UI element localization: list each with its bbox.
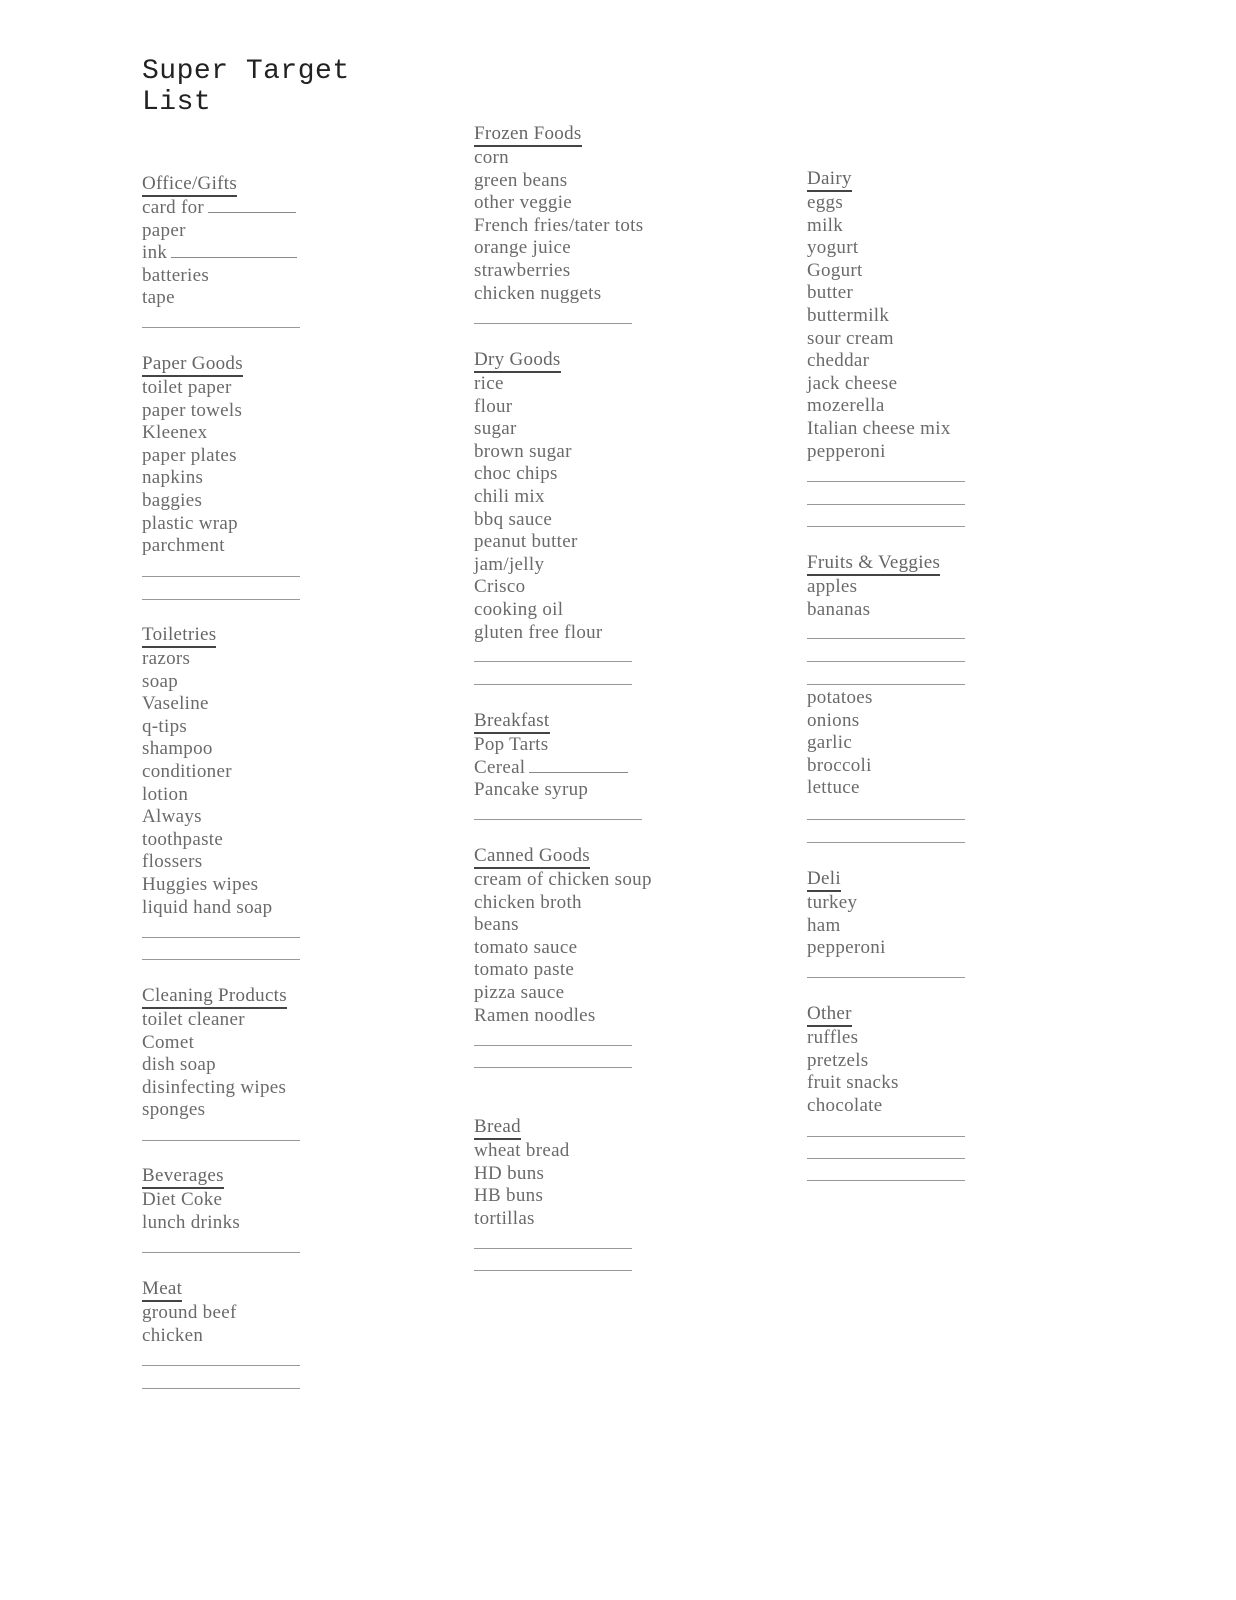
blank-line[interactable] (807, 526, 965, 527)
list-item: HB buns (474, 1185, 544, 1207)
blank-line[interactable] (142, 959, 300, 960)
list-item: Vaseline (142, 693, 209, 715)
list-item: dish soap (142, 1054, 216, 1076)
section-dry-goods (474, 349, 774, 644)
list-item: Cereal (474, 757, 774, 780)
section-heading: Deli (807, 868, 841, 892)
list-item: onions (807, 709, 860, 731)
list-item: cooking oil (474, 598, 564, 620)
section-heading: Bread (474, 1116, 521, 1140)
list-item: q-tips (142, 715, 188, 737)
list-item: jam/jelly (474, 553, 545, 575)
list-item: buttermilk (807, 304, 890, 326)
list-item: rice (474, 373, 504, 394)
list-item: chicken nuggets (474, 282, 602, 304)
list-item: cheddar (807, 350, 870, 372)
list-item: lettuce (807, 777, 860, 799)
list-item: cream of chicken soup (474, 869, 652, 890)
blank-line[interactable] (142, 327, 300, 328)
list-item: wheat bread (474, 1140, 570, 1161)
list-item: fruit snacks (807, 1072, 899, 1094)
section-deli (807, 868, 1107, 960)
blank-line[interactable] (807, 504, 965, 505)
blank-line[interactable] (474, 1045, 632, 1046)
list-item: brown sugar (474, 440, 572, 462)
list-item: sour cream (807, 327, 894, 349)
list-item: pizza sauce (474, 981, 565, 1003)
list-item: Crisco (474, 576, 526, 598)
section-heading: Paper Goods (142, 353, 243, 377)
list-item: disinfecting wipes (142, 1076, 287, 1098)
list-item: ruffles (807, 1027, 859, 1048)
list-item: bbq sauce (474, 508, 553, 530)
list-item: plastic wrap (142, 512, 238, 534)
section-heading: Dairy (807, 168, 852, 192)
section-heading: Beverages (142, 1165, 224, 1189)
section-heading: Breakfast (474, 710, 550, 734)
list-item: bananas (807, 598, 871, 620)
section-breakfast (474, 710, 774, 802)
list-item: conditioner (142, 760, 232, 782)
list-item: eggs (807, 192, 844, 213)
list-item: parchment (142, 535, 225, 557)
blank-line[interactable] (807, 481, 965, 482)
blank-line[interactable] (807, 638, 965, 639)
title-line-2: List (142, 87, 212, 118)
blank-line[interactable] (807, 661, 965, 662)
list-item: broccoli (807, 754, 872, 776)
write-in-blank[interactable] (171, 243, 297, 258)
list-item: tape (142, 287, 175, 309)
list-item: card for (142, 197, 442, 220)
section-meat (142, 1278, 442, 1347)
section-heading: Dry Goods (474, 349, 561, 373)
list-item: mozerella (807, 395, 885, 417)
list-item: tomato sauce (474, 936, 578, 958)
list-item: potatoes (807, 687, 873, 708)
list-item: Ramen noodles (474, 1004, 596, 1026)
list-item: French fries/tater tots (474, 214, 644, 236)
section-heading: Office/Gifts (142, 173, 237, 197)
list-item: chicken (142, 1324, 204, 1346)
list-item: soap (142, 670, 179, 692)
title-line-1: Super Target (142, 56, 350, 87)
list-item: ground beef (142, 1302, 237, 1323)
page-title (142, 56, 350, 118)
section-canned-goods (474, 845, 774, 1027)
section-heading: Cleaning Products (142, 985, 287, 1009)
list-item: napkins (142, 467, 204, 489)
list-item: green beans (474, 169, 568, 191)
list-item: other veggie (474, 192, 573, 214)
blank-line[interactable] (474, 1270, 632, 1271)
list-item: batteries (142, 264, 210, 286)
section-vegetables (807, 687, 1107, 800)
list-item: flossers (142, 851, 203, 873)
list-item: tomato paste (474, 959, 575, 981)
blank-line[interactable] (807, 1180, 965, 1181)
blank-line[interactable] (474, 819, 642, 820)
section-bread (474, 1116, 774, 1230)
list-item: shampoo (142, 738, 213, 760)
list-item: pretzels (807, 1049, 869, 1071)
list-item: milk (807, 214, 844, 236)
list-item: Gogurt (807, 259, 863, 281)
list-item: turkey (807, 892, 858, 913)
list-item: garlic (807, 732, 853, 754)
blank-line[interactable] (807, 819, 965, 820)
list-item: ham (807, 914, 841, 936)
blank-line[interactable] (142, 937, 300, 938)
blank-line[interactable] (142, 1140, 300, 1141)
blank-line[interactable] (474, 1248, 632, 1249)
blank-line[interactable] (474, 684, 632, 685)
blank-line[interactable] (142, 1388, 300, 1389)
blank-line[interactable] (142, 599, 300, 600)
list-item: baggies (142, 489, 203, 511)
list-item: toothpaste (142, 828, 224, 850)
list-item: Always (142, 806, 202, 828)
list-item: lotion (142, 783, 189, 805)
section-beverages (142, 1165, 442, 1234)
list-item: Diet Coke (142, 1189, 223, 1210)
blank-line[interactable] (142, 1252, 300, 1253)
section-heading: Canned Goods (474, 845, 590, 869)
list-item: butter (807, 282, 854, 304)
section-other (807, 1003, 1107, 1117)
blank-line[interactable] (807, 1136, 965, 1137)
list-item: orange juice (474, 237, 571, 259)
list-item: chicken broth (474, 891, 582, 913)
list-item: Kleenex (142, 422, 208, 444)
section-paper-goods (142, 353, 442, 558)
list-item: toilet paper (142, 377, 232, 398)
blank-line[interactable] (474, 323, 632, 324)
list-item: paper (142, 219, 186, 241)
section-toiletries (142, 624, 442, 919)
section-heading: Other (807, 1003, 852, 1027)
list-item: gluten free flour (474, 621, 603, 643)
blank-line[interactable] (474, 661, 632, 662)
list-item: choc chips (474, 463, 558, 485)
blank-line[interactable] (807, 1158, 965, 1159)
list-item: tortillas (474, 1207, 535, 1229)
list-item: beans (474, 914, 519, 936)
section-office-gifts (142, 173, 442, 310)
list-item: Italian cheese mix (807, 417, 951, 439)
list-item: strawberries (474, 259, 571, 281)
list-item: chili mix (474, 485, 545, 507)
blank-line[interactable] (142, 576, 300, 577)
list-item: razors (142, 648, 191, 669)
section-heading: Fruits & Veggies (807, 552, 940, 576)
list-item: Pop Tarts (474, 734, 549, 755)
list-item: apples (807, 576, 858, 597)
section-dairy (807, 168, 1107, 463)
write-in-blank[interactable] (529, 758, 628, 773)
list-item: toilet cleaner (142, 1009, 245, 1030)
list-item: Huggies wipes (142, 873, 259, 895)
section-heading: Meat (142, 1278, 182, 1302)
blank-line[interactable] (807, 684, 965, 685)
list-item: sugar (474, 418, 517, 440)
blank-line[interactable] (807, 977, 965, 978)
blank-line[interactable] (142, 1365, 300, 1366)
list-item: chocolate (807, 1094, 883, 1116)
list-item: jack cheese (807, 372, 898, 394)
list-item: ink (142, 242, 442, 265)
list-item: yogurt (807, 237, 859, 259)
list-item: paper towels (142, 399, 243, 421)
section-cleaning-products (142, 985, 442, 1122)
list-item: liquid hand soap (142, 896, 273, 918)
list-item: flour (474, 395, 513, 417)
list-item: paper plates (142, 444, 237, 466)
list-item: Comet (142, 1031, 195, 1053)
list-item: pepperoni (807, 937, 886, 959)
section-heading: Frozen Foods (474, 123, 582, 147)
list-item: corn (474, 147, 509, 168)
list-item: HD buns (474, 1162, 545, 1184)
list-item: lunch drinks (142, 1211, 241, 1233)
section-frozen-foods (474, 123, 774, 305)
list-item: peanut butter (474, 531, 578, 553)
section-fruits-veggies (807, 552, 1107, 621)
section-heading: Toiletries (142, 624, 216, 648)
list-item: pepperoni (807, 440, 886, 462)
blank-line[interactable] (474, 1067, 632, 1068)
list-item: sponges (142, 1099, 206, 1121)
list-item: Pancake syrup (474, 779, 589, 801)
blank-line[interactable] (807, 842, 965, 843)
write-in-blank[interactable] (208, 198, 296, 213)
